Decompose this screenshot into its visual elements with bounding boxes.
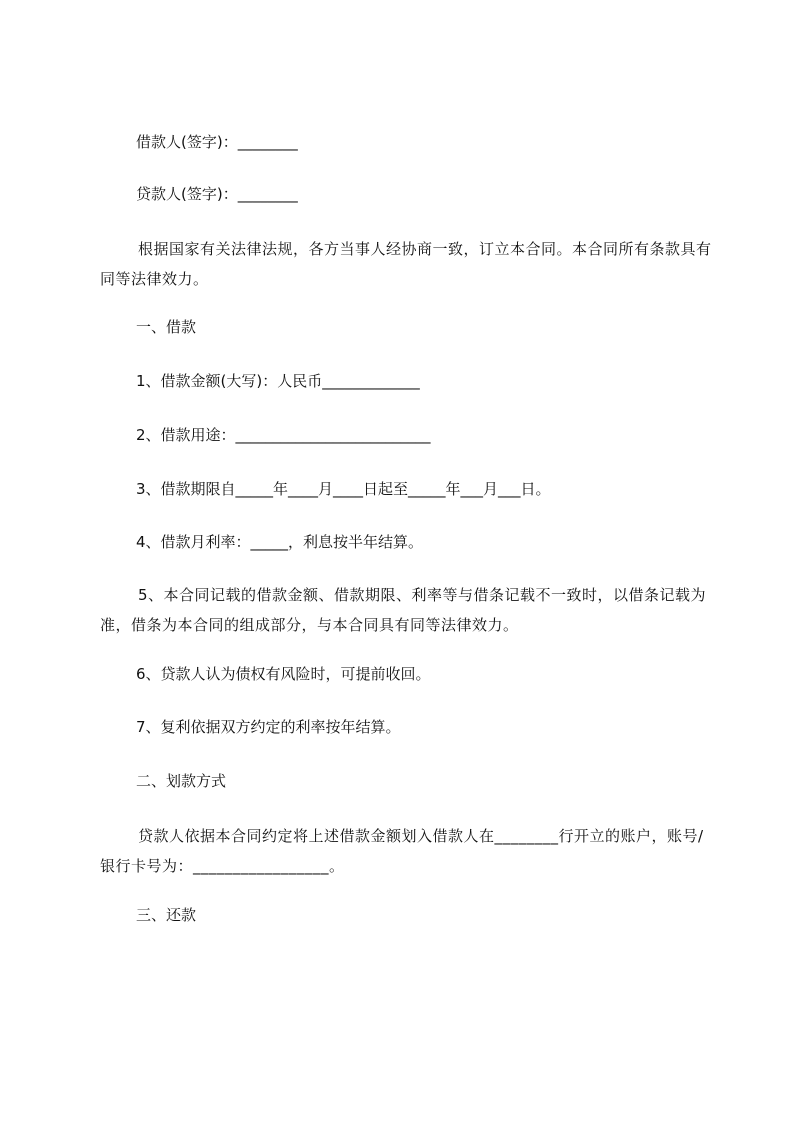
loan-purpose-item: 2、借款用途：__________________________	[136, 426, 431, 444]
transfer-paragraph	[100, 821, 712, 881]
loan-amount-item: 1、借款金额(大写)：人民币_____________	[136, 372, 420, 390]
compound-interest-item: 7、复利依据双方约定的利率按年结算。	[136, 718, 401, 736]
loan-term-item: 3、借款期限自_____年____月____日起至_____年___月___日。	[136, 480, 551, 498]
iou-precedence-text: 5、本合同记载的借款金额、借款期限、利率等与借条记载不一致时，以借条记载为准，借条为本合同的组成部分，与本合同具有同等法律效力。	[100, 586, 707, 634]
section-heading-transfer: 二、划款方式	[136, 772, 227, 790]
section-heading-loan: 一、借款	[136, 318, 197, 336]
early-recall-item: 6、贷款人认为债权有风险时，可提前收回。	[136, 665, 431, 683]
borrower-signature-line: 借款人(签字)：________	[136, 133, 298, 151]
iou-precedence-paragraph	[100, 580, 712, 640]
transfer-text: 贷款人依据本合同约定将上述借款金额划入借款人在________行开立的账户，账号/银行卡号为：_________________。	[100, 827, 704, 875]
lender-signature-line: 贷款人(签字)：________	[136, 185, 298, 203]
section-heading-repayment: 三、还款	[136, 906, 197, 924]
interest-rate-item: 4、借款月利率：_____，利息按半年结算。	[136, 533, 424, 551]
intro-text: 根据国家有关法律法规，各方当事人经协商一致，订立本合同。本合同所有条款具有同等法律效力。	[100, 240, 712, 288]
intro-paragraph	[100, 234, 712, 294]
